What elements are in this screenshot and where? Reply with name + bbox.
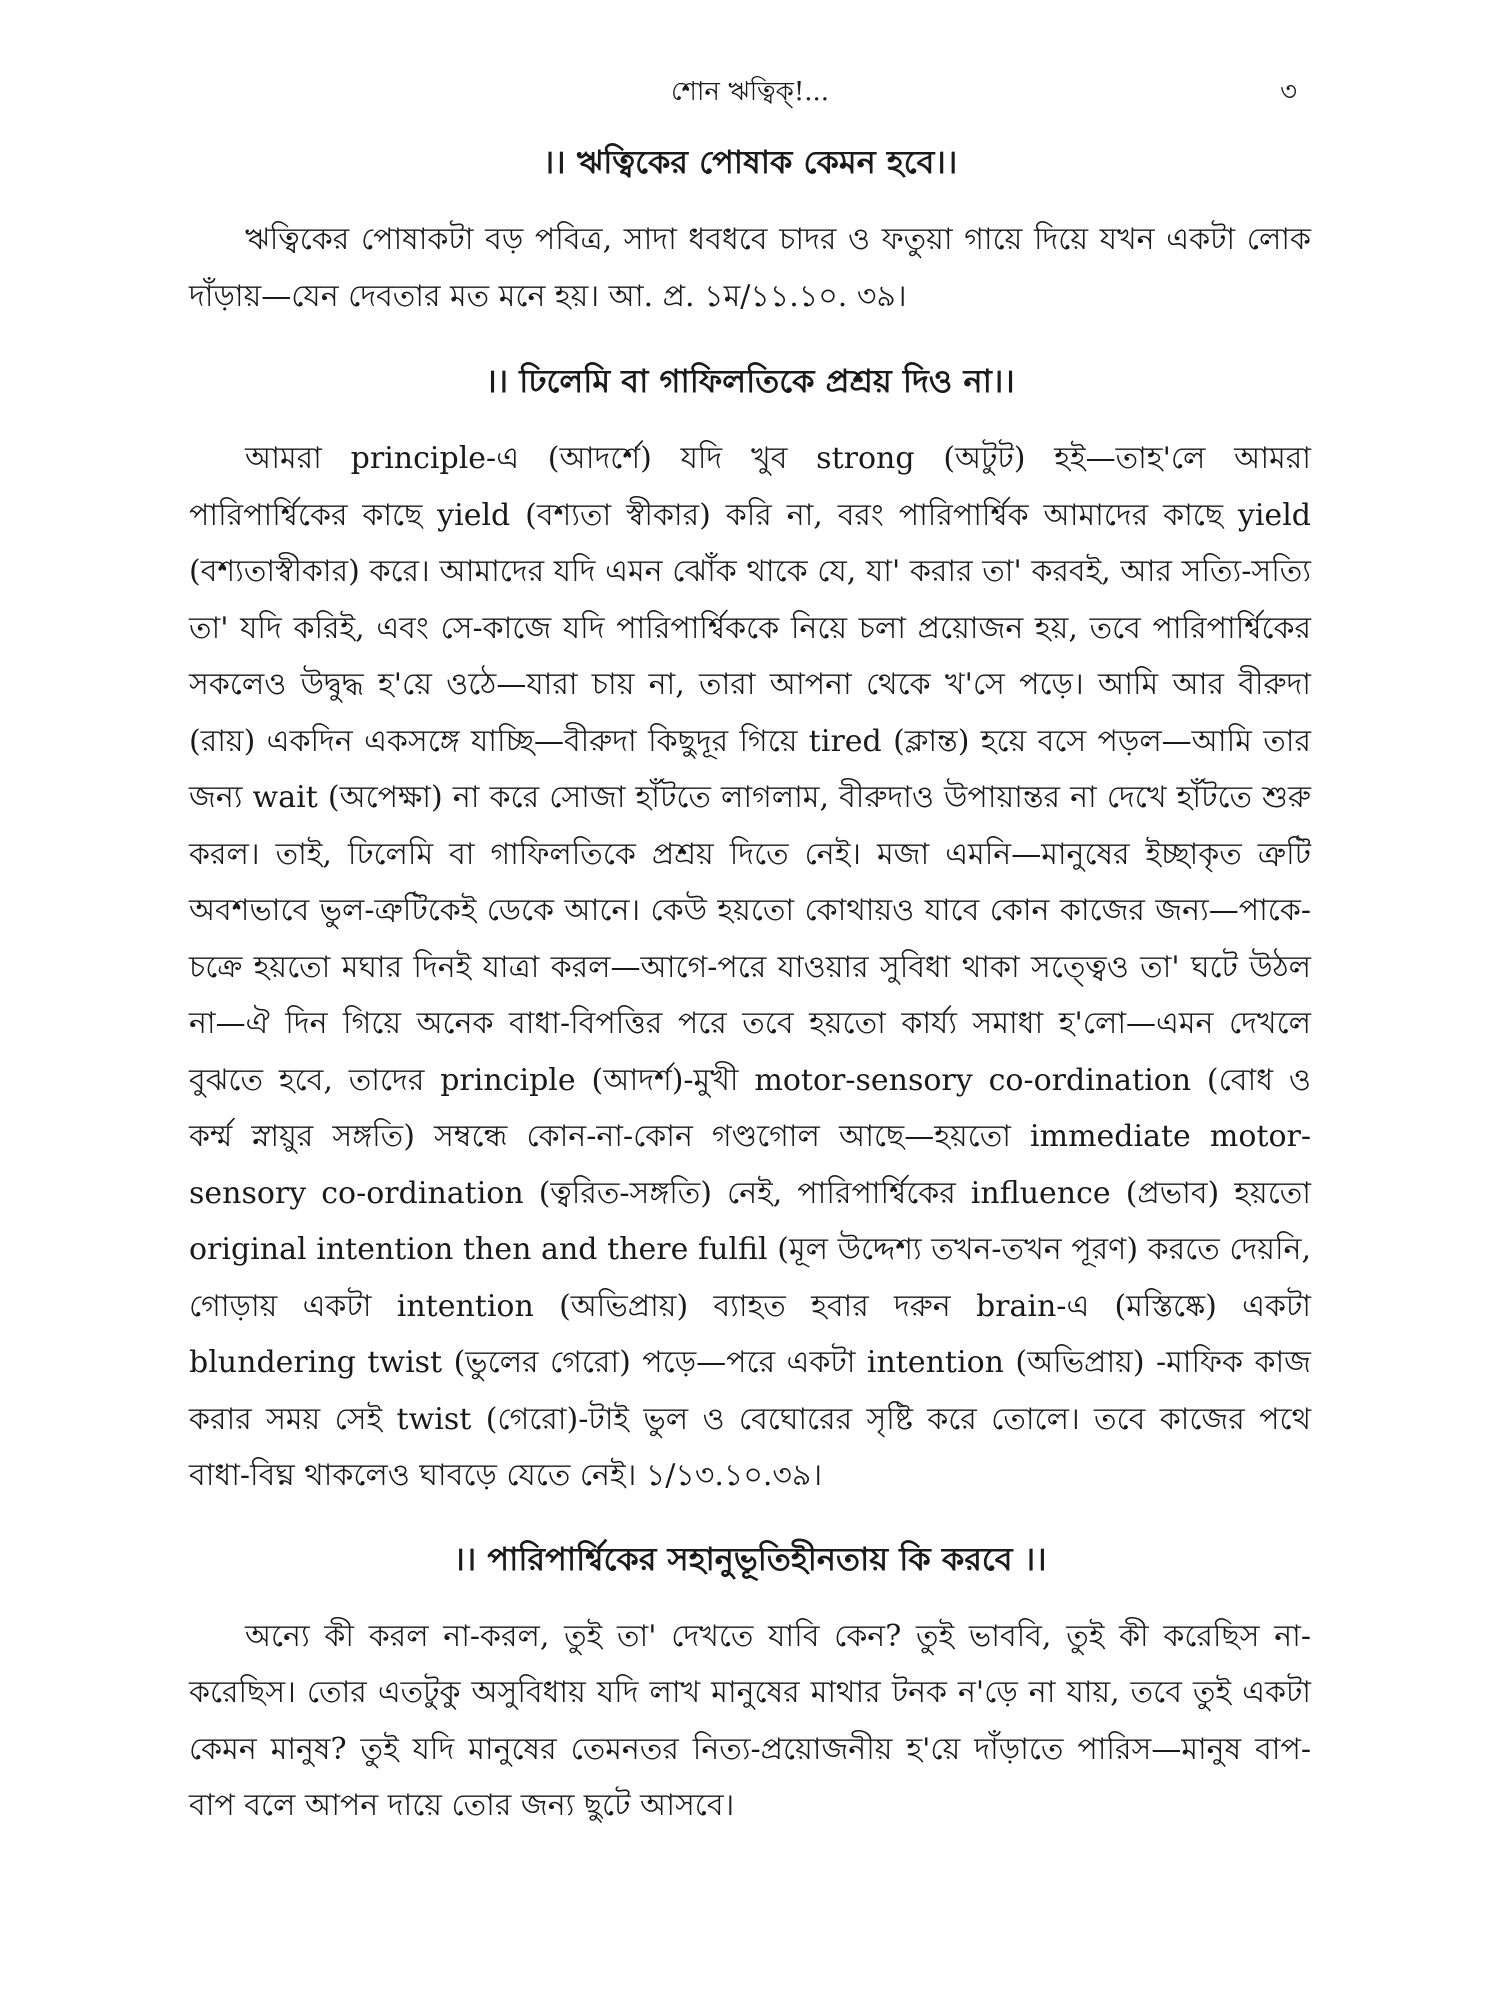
running-title: শোন ঋত্বিক্‌!...	[670, 77, 830, 107]
paragraph-attire: ঋত্বিকের পোষাকটা বড় পবিত্র, সাদা ধবধবে চাদর ও ফতুয়া গায়ে দিয়ে যখন একটা লোক দাঁড়ায়—যেন দেবতার মত মনে হয়। আ. প্র. ১ম/১১.১০. ৩৯।	[189, 222, 1311, 314]
section-heading-attire: ।। ঋত্বিকের পোষাক কেমন হবে।।	[542, 143, 958, 181]
paragraph-laxity: আমরা principle-এ (আদর্শে) যদি খুব strong (অটুট) হই—তাহ'লে আমরা পারিপার্শ্বিকের কাছে yield (বশ্যতা স্বীকার) করি না, বরং পারিপার্শ্বিক আমাদের কাছে yield (বশ্যতাস্বীকার) করে। আমাদের যদি এমন ঝোঁক থাকে যে, যা' করার তা' করবই, আর সত্যি-সত্যি তা' যদি করিই, এবং সে-কাজে যদি পারিপার্শ্বিককে নিয়ে চলা প্রয়োজন হয়, তবে পারিপার্শ্বিকের সকলেও উদ্বুদ্ধ হ'য়ে ওঠে—যারা চায় না, তারা আপনা থেকে খ'সে পড়ে। আমি আর বীরুদা (রায়) একদিন একসঙ্গে যাচ্ছি—বীরুদা কিছুদূর গিয়ে tired (ক্লান্ত) হয়ে বসে পড়ল—আমি তার জন্য wait (অপেক্ষা) না করে সোজা হাঁটতে লাগলাম, বীরুদাও উপায়ান্তর না দেখে হাঁটতে শুরু করল। তাই, ঢিলেমি বা গাফিলতিকে প্রশ্রয় দিতে নেই। মজা এমনি—মানুষের ইচ্ছাকৃত ত্রুটি অবশভাবে ভুল-ত্রুটিকেই ডেকে আনে। কেউ হয়তো কোথায়ও যাবে কোন কাজের জন্য—পাকে-চক্রে হয়তো মঘার দিনই যাত্রা করল—আগে-পরে যাওয়ার সুবিধা থাকা সত্ত্বেও তা' ঘটে উঠল না—ঐ দিন গিয়ে অনেক বাধা-বিপত্তির পরে তবে হয়তো কার্য্য সমাধা হ'লো—এমন দেখলে বুঝতে হবে, তাদের principle (আদর্শ)-মুখী motor-sensory co-ordination (বোধ ও কর্ম্ম স্নায়ুর সঙ্গতি) সম্বন্ধে কোন-না-কোন গণ্ডগোল আছে—হয়তো immediate motor-sensory co-ordination (ত্বরিত-সঙ্গতি) নেই, পারিপার্শ্বিকের influence (প্রভাব) হয়তো original intention then and there fulfil (মূল উদ্দেশ্য তখন-তখন পূরণ) করতে দেয়নি, গোড়ায় একটা intention (অভিপ্রায়) ব্যাহত হবার দরুন brain-এ (মস্তিষ্কে) একটা blundering twist (ভুলের গেরো) পড়ে—পরে একটা intention (অভিপ্রায়) -মাফিক কাজ করার সময় সেই twist (গেরো)-টাই ভুল ও বেঘোরের সৃষ্টি করে তোলে। তবে কাজের পথে বাধা-বিঘ্ন থাকলেও ঘাবড়ে যেতে নেই। ১/১৩.১০.৩৯।	[189, 441, 1311, 1493]
section-spacer	[189, 1505, 1311, 1537]
section-heading-laxity: ।। ঢিলেমি বা গাফিলতিকে প্রশ্রয় দিও না।।	[485, 362, 1015, 400]
paragraph-sympathy: অন্যে কী করল না-করল, তুই তা' দেখতে যাবি কেন? তুই ভাববি, তুই কী করেছিস না-করেছিস। তোর এতটুকু অসুবিধায় যদি লাখ মানুষের মাথার টনক ন'ড়ে না যায়, তবে তুই একটা কেমন মানুষ? তুই যদি মানুষের তেমনতর নিত্য-প্রয়োজনীয় হ'য়ে দাঁড়াতে পারিস—মানুষ বাপ-বাপ বলে আপন দায়ে তোর জন্য ছুটে আসবে।	[189, 1618, 1311, 1823]
section-heading-sympathy: ।। পারিপার্শ্বিকের সহানুভূতিহীনতায় কি করবে ।।	[453, 1539, 1047, 1578]
page-number: ৩	[1280, 77, 1297, 107]
section-spacer	[189, 325, 1311, 359]
page-body	[189, 140, 1311, 1835]
running-head	[189, 72, 1311, 112]
